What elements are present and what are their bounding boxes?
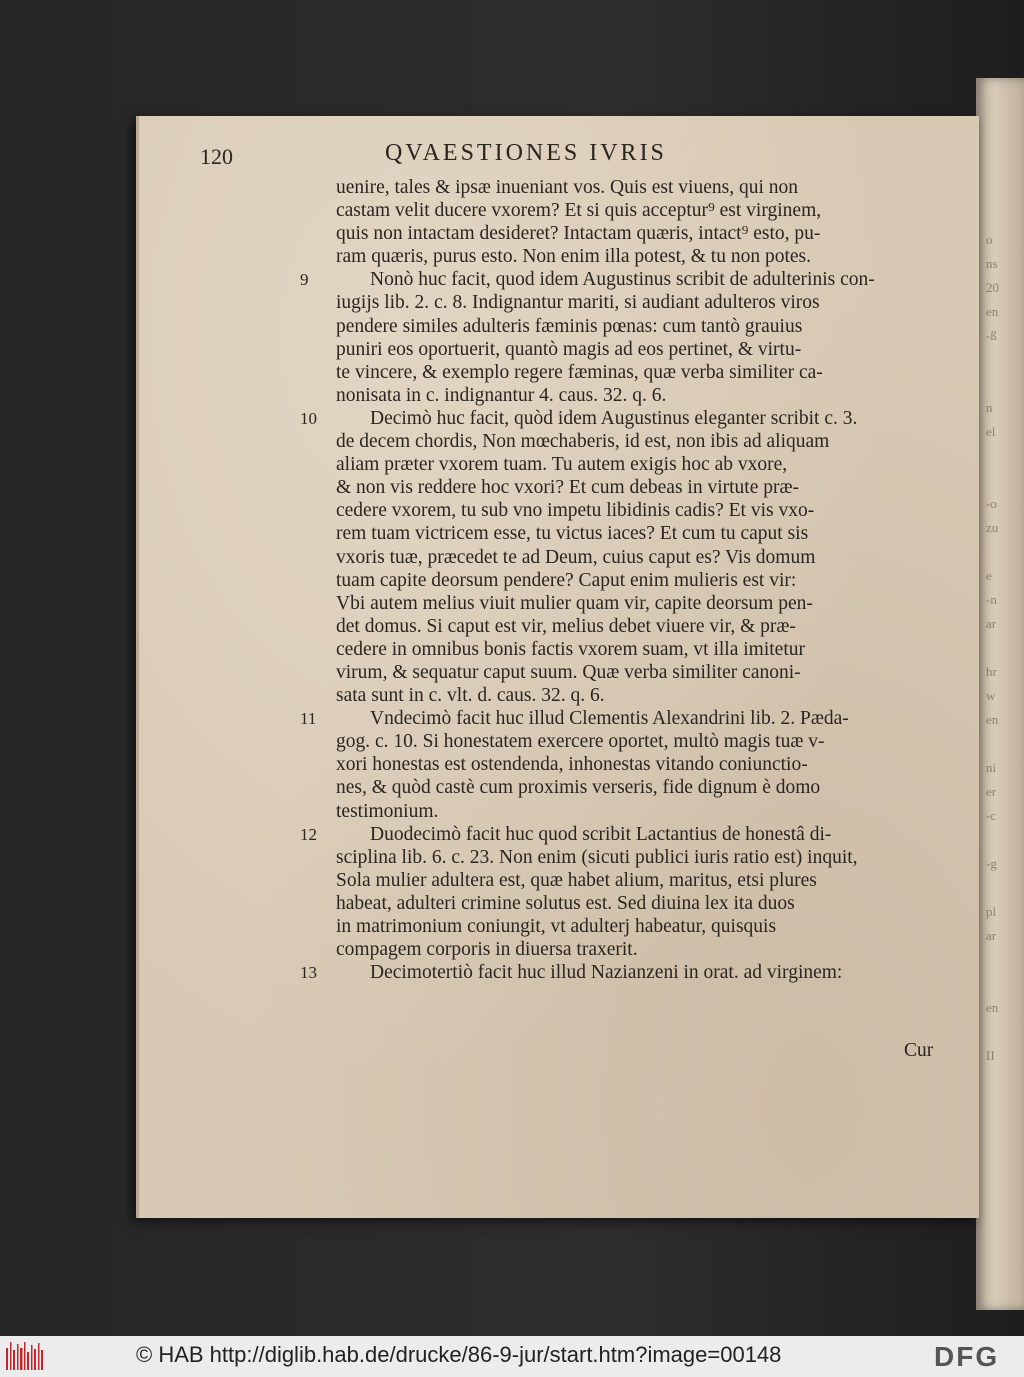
- adjacent-page-text: [986, 228, 1020, 1128]
- paragraph-number: 12: [300, 824, 317, 844]
- text-line: compagem corporis in diuersa traxerit.: [336, 939, 638, 961]
- text-line: te vincere, & exemplo regere fæminas, quæ verba similiter ca-: [336, 361, 823, 383]
- dfg-logo: DFG: [934, 1341, 1000, 1372]
- bleed-fragment: en: [986, 712, 999, 727]
- bleed-fragment: [986, 828, 1020, 852]
- bleed-fragment: -o: [986, 496, 997, 511]
- adjacent-page: [976, 78, 1024, 1310]
- text-line: Sola mulier adultera est, quæ habet alium, maritus, etsi plures: [336, 869, 817, 891]
- text-line: gog. c. 10. Si honestatem exercere oportet, multò magis tuæ v-: [336, 731, 825, 753]
- bleed-fragment: hr: [986, 664, 997, 679]
- text-line: testimonium.: [336, 800, 439, 822]
- bleed-fragment: [986, 540, 1020, 564]
- bleed-fragment: en: [986, 304, 999, 319]
- text-line: Nonò huc facit, quod idem Augustinus scribit de adulterinis con-: [370, 269, 875, 291]
- text-line: Vndecimò facit huc illud Clementis Alexandrini lib. 2. Pæda-: [370, 708, 849, 730]
- text-line: rem tuam victricem esse, tu victus iaces? Et cum tu caput sis: [336, 523, 809, 545]
- paragraph: [300, 268, 950, 407]
- bleed-fragment: pl: [986, 904, 997, 919]
- text-line: Decimotertiò facit huc illud Nazianzeni in orat. ad virginem:: [370, 962, 843, 984]
- text-line: puniri eos oportuerit, quantò magis ad eos pertinet, & virtu-: [336, 338, 802, 360]
- paragraph: [300, 407, 950, 707]
- bleed-fragment: -ß: [986, 328, 997, 343]
- bleed-fragment: -g: [986, 856, 997, 871]
- text-line: pendere similes adulteris fæminis pœnas: cum tantò grauius: [336, 315, 803, 337]
- text-line: habeat, adulteri crimine solutus est. Sed diuina lex ita duos: [336, 892, 795, 914]
- bleed-fragment: n: [986, 400, 993, 415]
- bleed-fragment: [986, 948, 1020, 972]
- paragraph: [300, 707, 950, 822]
- text-line: det domus. Si caput est vir, melius debet viuere vir, & præ-: [336, 615, 796, 637]
- page-number: 120: [200, 144, 233, 169]
- text-line: Duodecimò facit huc quod scribit Lactantius de honestâ di-: [370, 823, 832, 845]
- text-line: castam velit ducere vxorem? Et si quis acceptur⁹ est virginem,: [336, 200, 822, 222]
- text-line: tuam capite deorsum pendere? Caput enim mulieris est vir:: [336, 569, 797, 591]
- paragraph-number: 13: [300, 963, 317, 983]
- text-line: virum, & sequatur caput suum. Quæ verba similiter canoni-: [336, 661, 801, 683]
- text-line: xori honestas est ostendenda, inhonestas vitando coniunctio-: [336, 754, 808, 776]
- text-line: cedere in omnibus bonis factis vxorem suam, vt illa imitetur: [336, 638, 805, 660]
- text-line: iugijs lib. 2. c. 8. Indignantur mariti, si audiant adulteros viros: [336, 292, 820, 314]
- paragraph-number: 11: [300, 709, 317, 729]
- text-line: sciplina lib. 6. c. 23. Non enim (sicuti publici iuris ratio est) inquit,: [336, 846, 858, 868]
- bleed-fragment: -n: [986, 592, 997, 607]
- bleed-fragment: ar: [986, 928, 997, 943]
- bleed-fragment: [986, 732, 1020, 756]
- body-text: [300, 176, 950, 984]
- text-line: in matrimonium coniungit, vt adulterj habeatur, quisquis: [336, 916, 777, 937]
- bleed-fragment: [986, 876, 1020, 900]
- bleed-fragment: ni: [986, 760, 997, 775]
- text-line: sata sunt in c. vlt. d. caus. 32. q. 6.: [336, 685, 605, 707]
- paragraph-number: 10: [300, 408, 317, 428]
- bleed-fragment: II: [986, 1048, 995, 1063]
- bleed-fragment: 20: [986, 280, 999, 295]
- bleed-fragment: [986, 1020, 1020, 1044]
- paragraph: [300, 823, 950, 962]
- bleed-fragment: [986, 468, 1020, 492]
- text-line: cedere vxorem, tu sub vno impetu libidinis cadis? Et vis vxo-: [336, 500, 815, 522]
- bleed-fragment: en: [986, 1000, 999, 1015]
- text-line: aliam præter vxorem tuam. Tu autem exigis hoc ab vxore,: [336, 454, 788, 476]
- bleed-fragment: [986, 636, 1020, 660]
- text-line: de decem chordis, Non mœchaberis, id est, non ibis ad aliquam: [336, 431, 830, 453]
- catchword: Cur: [904, 1040, 934, 1061]
- bleed-fragment: ns: [986, 256, 998, 271]
- copyright-link[interactable]: © HAB http://diglib.hab.de/drucke/86-9-jur/start.htm?image=00148: [136, 1342, 782, 1367]
- text-line: nes, & quòd castè cum proximis verseris, fide dignum è domo: [336, 777, 821, 799]
- paragraph: [336, 176, 950, 268]
- bleed-fragment: [986, 444, 1020, 468]
- bleed-fragment: el: [986, 424, 996, 439]
- text-line: Decimò huc facit, quòd idem Augustinus eleganter scribit c. 3.: [370, 407, 858, 429]
- hab-barcode-logo-icon: [4, 1340, 46, 1372]
- running-head: [200, 140, 840, 174]
- bleed-fragment: [986, 372, 1020, 396]
- bleed-fragment: e: [986, 568, 992, 583]
- running-head-title: QVAESTIONES IVRIS: [385, 140, 667, 166]
- text-line: quis non intactam desideret? Intactam quæris, intact⁹ esto, pu-: [336, 223, 821, 245]
- text-line: & non vis reddere hoc vxori? Et cum debeas in virtute præ-: [336, 477, 799, 499]
- bleed-fragment: zu: [986, 520, 999, 535]
- text-line: vxoris tuæ, præcedet te ad Deum, cuius caput es? Vis domum: [336, 546, 816, 568]
- bleed-fragment: [986, 348, 1020, 372]
- bleed-fragment: w: [986, 688, 996, 703]
- text-line: uenire, tales & ipsæ inueniant vos. Quis est viuens, qui non: [336, 177, 798, 198]
- bleed-fragment: [986, 972, 1020, 996]
- bleed-fragment: ar: [986, 616, 997, 631]
- text-line: ram quæris, purus esto. Non enim illa potest, & tu non potes.: [336, 246, 811, 268]
- text-line: Vbi autem melius viuit mulier quam vir, capite deorsum pen-: [336, 592, 813, 614]
- bleed-fragment: o: [986, 232, 993, 247]
- bleed-fragment: er: [986, 784, 997, 799]
- paragraph: [300, 961, 950, 984]
- viewer-footer: [0, 1336, 1024, 1377]
- paragraph-number: 9: [300, 270, 309, 290]
- bleed-fragment: -c: [986, 808, 997, 823]
- text-line: nonisata in c. indignantur 4. caus. 32. q. 6.: [336, 384, 667, 406]
